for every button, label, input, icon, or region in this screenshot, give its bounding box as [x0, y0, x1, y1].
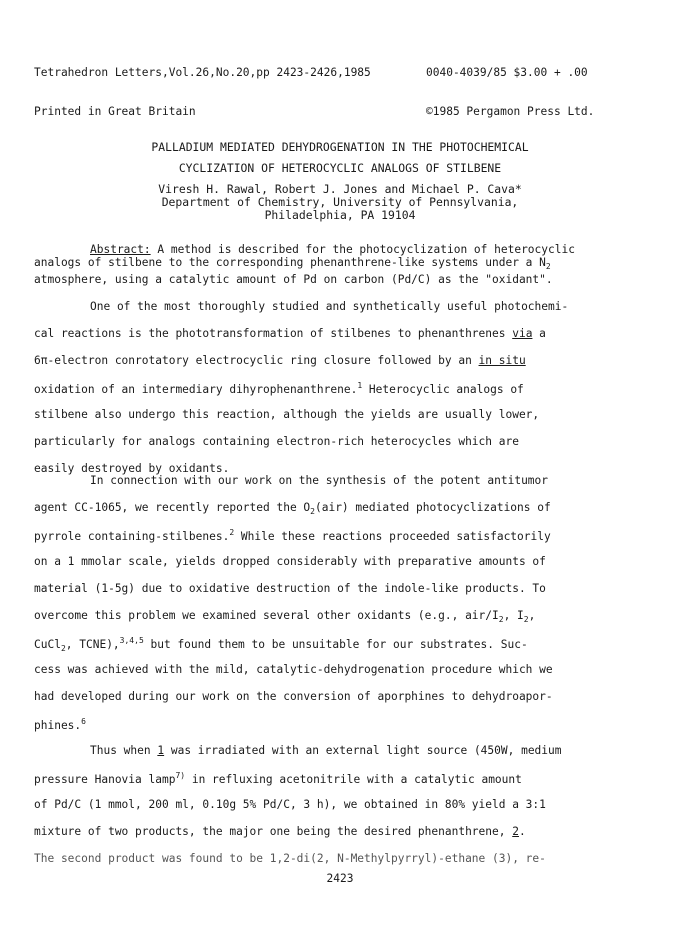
compound-number: 2	[512, 825, 519, 838]
body-line: CuCl	[34, 638, 61, 651]
body-line: particularly for analogs containing electron-rich heterocycles which are	[34, 435, 519, 448]
body-line: Thus when	[90, 744, 158, 757]
journal-page: Tetrahedron Letters,Vol.26,No.20,pp 2423-2426,1985 Printed in Great Britain 0040-4039/85 $3.00 + .00 ©1985 Pergamon Press Ltd. PALLADIUM MEDIATED DEHYDROGENATION IN THE PHOTOCHEMICAL CYCLIZATION OF HETEROCYCLIC ANALOGS OF STILBENE Viresh H. Rawal, Robert J. Jones and Michael P. Cava* Department of Chemistry, University of Pennsylvania, Philadelphia, PA 19104 Abstract: A method is described for the photocyclization of heterocyclic analogs of stilbene to the corresponding phenanthrene-like systems under a $N_2$ atmosphere, using a catalytic amount of Pd on carbon (Pd/C) as the "oxidant". One of the most thoroughly studied and synthetically useful photochemi- cal reactions is the phototransformation of stilbenes to phenanthrenes via a 6π-electron conrotatory electrocyclic ring closure followed by an in situ oxidation of an intermediary dihyrophenanthrene.$^1$ Heterocyclic analogs of stilbene also undergo this reaction, although the yields are usually lower, particularly for analogs containing electron-rich heterocycles which are easily destroyed by oxidants. In connection with our work on the synthesis of the potent antitumor agent CC-1065, we recently reported the $O_2(air)$ mediated photocyclizations of pyrrole containing-stilbenes.$^2$ While these reactions proceeded satisfactorily on a 1 mmolar scale, yields dropped considerably with preparative amounts of material (1-5g) due to oxidative destruction of the indole-like products. To overcome this problem we examined several other oxidants (e.g., air/$I_2$, $I_2$, CuCl$_2$, TCNE),$^{3,4,5}$ but found them to be unsuitable for our substrates. Suc- cess was achieved with the mild, catalytic-dehydrogenation procedure which we had developed during our work on the conversion of aporphines to dehydroapor- phines.$^6$ Thus when 1 was irradiated with an external light source (450W, medium pressure Hanovia lamp$^{7)}$ in refluxing acetonitrile with a catalytic amount of Pd/C (1 mmol, 200 ml, 0.10g 5% Pd/C, 3 h), we obtained in 80% yield a 3:1 mixture of two products, the major one being the desired phenanthrene, 2. The second product was found to be 1,2-di(2, N-Methylpyrryl)-ethane (3), re- 2423	[0, 0, 680, 933]
subscript: 2	[310, 507, 315, 516]
subscript: 2	[545, 262, 551, 271]
page-number: 2423	[326, 872, 354, 885]
body-line: phines.	[34, 719, 82, 732]
article-title-line-2: CYCLIZATION OF HETEROCYCLIC ANALOGS OF STILBENE	[178, 161, 502, 175]
body-line: 6π-electron conrotatory electrocyclic ring closure followed by an	[34, 354, 479, 367]
journal-price-copyright	[426, 40, 594, 144]
affiliation-line-1: Department of Chemistry, University of Pennsylvania,	[161, 195, 519, 209]
body-line: One of the most thoroughly studied and synthetically useful photochemi-	[90, 300, 569, 313]
reference-marker: 3,4,5	[119, 636, 144, 645]
body-line: had developed during our work on the conversion of aporphines to dehydroapor-	[34, 690, 553, 703]
reference-marker: 7)	[175, 771, 186, 780]
journal-citation	[34, 40, 371, 144]
printed-in-line: Printed in Great Britain	[34, 105, 196, 118]
body-line: stilbene also undergo this reaction, although the yields are usually lower,	[34, 408, 540, 421]
body-line: agent CC-1065, we recently reported the O	[34, 501, 311, 514]
abstract-text: A method is described for the photocyclization of heterocyclic	[150, 243, 575, 256]
body-line: of Pd/C (1 mmol, 200 ml, 0.10g 5% Pd/C, 3 h), we obtained in 80% yield a 3:1	[34, 798, 546, 811]
reference-marker: 1	[357, 381, 363, 390]
price-line: 0040-4039/85 $3.00 + .00	[426, 66, 588, 79]
body-line: In connection with our work on the synthesis of the potent antitumor	[90, 474, 549, 487]
citation-line: Tetrahedron Letters,Vol.26,No.20,pp 2423-2426,1985	[34, 66, 371, 79]
author-block	[0, 183, 680, 222]
body-line: overcome this problem we examined several other oxidants (e.g., air/I	[34, 609, 499, 622]
body-line: pressure Hanovia lamp	[34, 773, 176, 786]
body-line: easily destroyed by oxidants.	[34, 462, 230, 475]
affiliation-line-2: Philadelphia, PA 19104	[264, 208, 416, 222]
body-line: The second product was found to be 1,2-di(2, N-Methylpyrryl)-ethane (3), re-	[34, 852, 546, 865]
article-title-line-1: PALLADIUM MEDIATED DEHYDROGENATION IN THE PHOTOCHEMICAL	[151, 140, 529, 154]
reference-marker: 2	[229, 528, 235, 537]
body-line: oxidation of an intermediary dihyrophenanthrene.	[34, 383, 358, 396]
subscript: 2	[60, 644, 66, 653]
abstract	[34, 243, 644, 286]
italic-term: in situ	[478, 354, 526, 367]
subscript: 2	[498, 615, 504, 624]
copyright-line: ©1985 Pergamon Press Ltd.	[426, 105, 595, 118]
body-line: cal reactions is the phototransformation of stilbenes to phenanthrenes	[34, 327, 513, 340]
reference-marker: 6	[81, 717, 86, 726]
body-line: on a 1 mmolar scale, yields dropped considerably with preparative amounts of	[34, 555, 546, 568]
compound-number: 1	[157, 744, 165, 757]
abstract-label: Abstract:	[90, 243, 151, 256]
body-line: cess was achieved with the mild, catalytic-dehydrogenation procedure which we	[34, 663, 553, 676]
body-line: mixture of two products, the major one being the desired phenanthrene,	[34, 825, 513, 838]
subscript: 2	[523, 615, 529, 624]
body-line: pyrrole containing-stilbenes.	[34, 530, 230, 543]
abstract-text: analogs of stilbene to the corresponding phenanthrene-like systems under a N	[34, 256, 546, 269]
abstract-text: atmosphere, using a catalytic amount of Pd on carbon (Pd/C) as the "oxidant".	[34, 273, 553, 286]
author-names: Viresh H. Rawal, Robert J. Jones and Michael P. Cava*	[158, 182, 522, 196]
body-line: material (1-5g) due to oxidative destruction of the indole-like products. To	[34, 582, 546, 595]
italic-term: via	[512, 327, 533, 340]
